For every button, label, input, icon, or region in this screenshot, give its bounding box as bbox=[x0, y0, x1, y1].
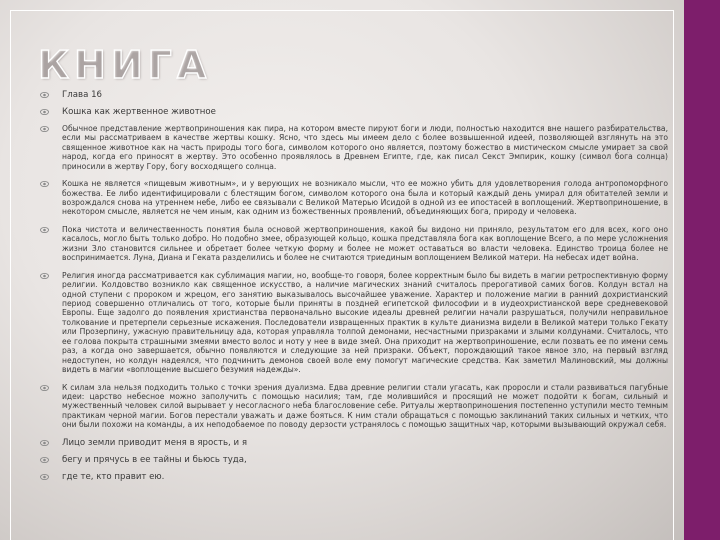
list-item bbox=[40, 225, 668, 263]
bullet-icon bbox=[40, 180, 49, 188]
list-item-text: Обычное представление жертвоприношения как пира, на котором вместе пируют боги и люди, полностью находится вне нашего разбирательства, если мы рассматриваем в качестве жертвы кошку. Ясно, что здесь мы имеем дело с более возвышенной идеей, позволяющей взглянуть на это священное животное как на часть природы того бога, символом которого оно является, поэтому божество в мистическом смысле умирает за свой народ, когда его приносят в жертву. Это особенно проявлялось в Древнем Египте, где, как писал Секст Эмпирик, кошку (символ бога солнца) приносили в жертву Гору, богу восходящего солнца. bbox=[62, 124, 668, 171]
bullet-icon bbox=[40, 226, 49, 234]
list-item-text: Глава 16 bbox=[62, 90, 102, 100]
bullet-icon bbox=[40, 473, 49, 481]
list-item-text: Лицо земли приводит меня в ярость, и я bbox=[62, 437, 247, 448]
list-item-text: Религия иногда рассматривается как сублимация магии, но, вообще-то говоря, более корректным было бы видеть в магии ретроспективную форму религии. Колдовство возникло как священное искусство, а наличие магических знаний считалось прерогативой самих богов. Колдун встал на одной ступени с пророком и жрецом, его занятию выказывалось высочайшее уважение. Характер и положение магии в ранний дохристианский период совершенно отличались от того, которые были приняты в поздней египетской философии и в иудеохристианской вере средневековой Европы. Еще задолго до появления христианства первоначально высокие идеалы древней религии начали разрушаться, получили неправильное толкование и претерпели серьезные искажения. Последователи извращенных практик в культе дианизма видели в Великой матери только Гекату или Прозерпину, ужасную правительницу ада, которая управляла толпой демонами, несчастными призраками и злыми колдунами. Считалось, что ее голова покрыта страшными змеями вместо волос и ноту у нее в виде змей. Она приходит на жертвоприношение, если позвать ее по имени семь раз, а когда оно завершается, обычно появляются и следующие за ней призраки. Объект, порождающий такое явное зло, на первый взгляд недоступен, но колдун надеялся, что подчинить демонов своей воле ему помогут магические средства. Как заметил Малиновский, мы должны видеть в магии «воплощение высшего безумия надежды». bbox=[62, 270, 668, 374]
list-item-text: Кошка не является «пищевым животным», и у верующих не возникало мысли, что ее можно убить для удовлетворения голода антропоморфного божества. Ее либо идентифицировали с блестящим богом, символом которого она была и который каждый день умирал для обитателей земли и возрождался снова на утреннем небе, либо ее связывали с Великой Матерью Исидой в одной из ее ипостасей в воплощений. Жертвоприношение, в некотором смысле, является не чем иным, как одним из божественных проявлений, объединяющих бога, природу и человека. bbox=[62, 179, 668, 217]
bullet-icon bbox=[40, 272, 49, 280]
list-item bbox=[40, 90, 668, 100]
bullet-icon bbox=[40, 108, 49, 116]
list-item-text: К силам зла нельзя подходить только с точки зрения дуализма. Едва древние религии стали угасать, как проросли и стали развиваться пагубные идеи: царство небесное можно заполучить с помощью насилия; там, где молившийся и просящий не может подойти к богам, сильный и мужественный человек силой вырывает у несогласного неба благословение себе. Ритуалы жертвоприношения постепенно уступили место темным практикам черной магии. Богов перестали уважать и даже бояться. К ним стали обращаться с помощью заклинаний таких сильных и четких, что они были похожи на команды, а их неподобаемое по поводу дерзости устранялось с помощью защитных чар, которыми вызывающий окружал себя. bbox=[62, 382, 668, 430]
list-item bbox=[40, 383, 668, 430]
list-item bbox=[40, 438, 668, 448]
list-item-text: бегу и прячусь в ее тайны и бьюсь туда, bbox=[62, 454, 247, 465]
bullet-icon bbox=[40, 125, 49, 133]
list-item bbox=[40, 271, 668, 374]
list-item bbox=[40, 455, 668, 465]
bullet-icon bbox=[40, 91, 49, 99]
list-item-text: Пока чистота и величественность понятия была основой жертвоприношения, какой бы видоно ни приняло, результатом его для всех, кого оно касалось, могло быть только добро. Но подобно змее, образующей кольцо, кошка представляла бога как воплощение Всего, а по мере усложнения жизни Зло становится сильнее и обретает более четкую форму и более не может оставаться во власти человека. Единство троица более не воспринимается. Луна, Диана и Геката разделились и более не считаются триединым воплощением Великой матери. На небесах идет война. bbox=[62, 225, 668, 263]
slide-title: КНИГА bbox=[38, 43, 212, 87]
list-item-text: где те, кто правит ею. bbox=[62, 471, 165, 482]
list-item bbox=[40, 179, 668, 217]
bullet-icon bbox=[40, 384, 49, 392]
list-item bbox=[40, 124, 668, 171]
list-item-text: Кошка как жертвенное животное bbox=[62, 107, 216, 117]
bullet-icon bbox=[40, 456, 49, 464]
list-item bbox=[40, 472, 668, 482]
bullet-list bbox=[40, 90, 668, 489]
list-item bbox=[40, 107, 668, 117]
bullet-icon bbox=[40, 439, 49, 447]
